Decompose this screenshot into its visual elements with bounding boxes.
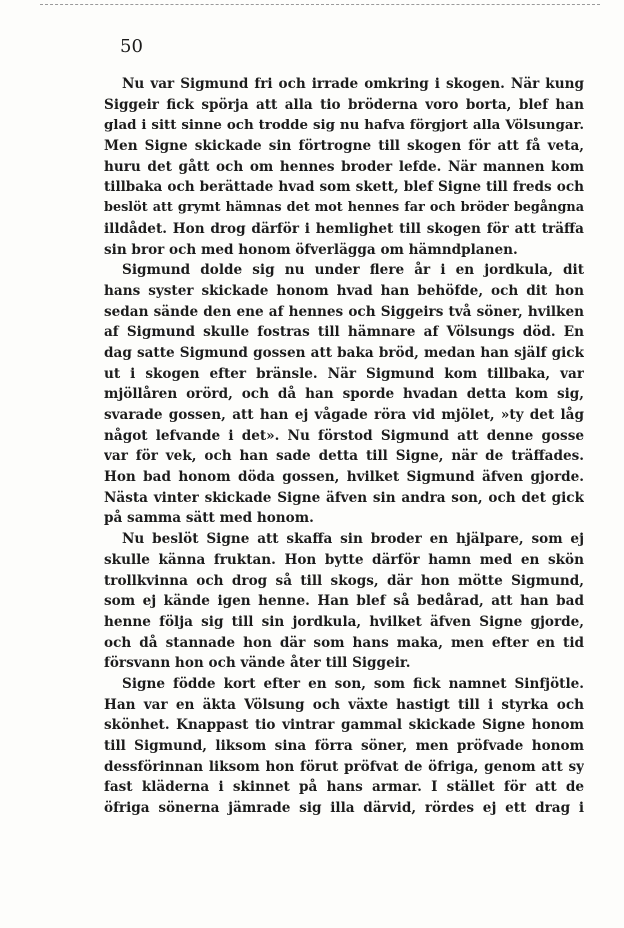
text-line: trollkvinna och drog så till skogs, där hon mötte Sigmund, [104,572,584,589]
text-line: sedan sände den ene af hennes och Siggeirs två söner, hvilken [104,303,584,320]
text-line: hans syster skickade honom hvad han behöfde, och dit hon [104,282,584,299]
page-number: 50 [120,36,143,57]
text-line: som ej kände igen henne. Han blef så bedårad, att han bad [104,593,584,610]
text-line: Nu beslöt Signe att skaffa sin broder en hjälpare, som ej [122,531,584,548]
text-line: var för vek, och han sade detta till Signe, när de träffades. [104,448,584,465]
text-line: Men Signe skickade sin förtrogne till skogen för att få veta, [104,138,584,155]
text-line: beslöt att grymt hämnas det mot hennes far och bröder begångna [104,200,584,216]
text-line: skönhet. Knappast tio vintrar gammal skickade Signe honom [104,717,584,734]
text-line: något lefvande i det». Nu förstod Sigmund att denne gosse [104,427,584,444]
text-line: Sigmund dolde sig nu under flere år i en jordkula, dit [122,262,584,279]
text-line: dessförinnan liksom hon förut pröfvat de öfriga, genom att sy [104,758,584,775]
text-line: Siggeir fick spörja att alla tio bröderna voro borta, blef han [104,96,584,113]
text-line: och då stannade hon där som hans maka, men efter en tid [104,634,584,651]
text-line: fast kläderna i skinnet på hans armar. I stället för att de [104,779,584,796]
text-line: ut i skogen efter bränsle. När Sigmund kom tillbaka, var [104,365,584,382]
text-line: mjöllåren orörd, och då han sporde hvadan detta kom sig, [104,386,584,403]
text-line: huru det gått och om hennes broder lefde. När mannen kom [104,158,584,175]
text-line: Nästa vinter skickade Signe äfven sin andra son, och det gick [104,489,584,506]
text-line: tillbaka och berättade hvad som skett, blef Signe till freds och [104,179,584,196]
text-line: på samma sätt med honom. [104,510,314,527]
text-line: Signe födde kort efter en son, som fick namnet Sinfjötle. [122,675,584,692]
text-line: försvann hon och vände åter till Siggeir. [104,655,411,672]
text-line: till Sigmund, liksom sina förra söner, men pröfvade honom [104,738,584,754]
text-line: illdådet. Hon drog därför i hemlighet till skogen för att träffa [104,220,584,237]
text-line: öfriga sönerna jämrade sig illa därvid, rördes ej ett drag i [104,800,584,817]
text-line: skulle känna fruktan. Hon bytte därför hamn med en skön [104,551,584,568]
text-line: Hon bad honom döda gossen, hvilket Sigmund äfven gjorde. [104,469,584,486]
text-line: henne följa sig till sin jordkula, hvilket äfven Signe gjorde, [104,613,584,630]
text-line: dag satte Sigmund gossen att baka bröd, medan han själf gick [104,344,584,361]
text-line: Han var en äkta Völsung och växte hastigt till i styrka och [104,696,584,713]
body-text [104,74,584,819]
text-line: glad i sitt sinne och trodde sig nu hafva förgjort alla Völsungar. [104,117,584,134]
top-edge-rule [40,4,600,5]
text-line: af Sigmund skulle fostras till hämnare af Völsungs död. En [104,324,584,341]
text-line: Nu var Sigmund fri och irrade omkring i skogen. När kung [122,76,584,92]
text-line: sin bror och med honom öfverlägga om hämndplanen. [104,241,518,258]
text-line: svarade gossen, att han ej vågade röra vid mjölet, »ty det låg [104,407,584,423]
